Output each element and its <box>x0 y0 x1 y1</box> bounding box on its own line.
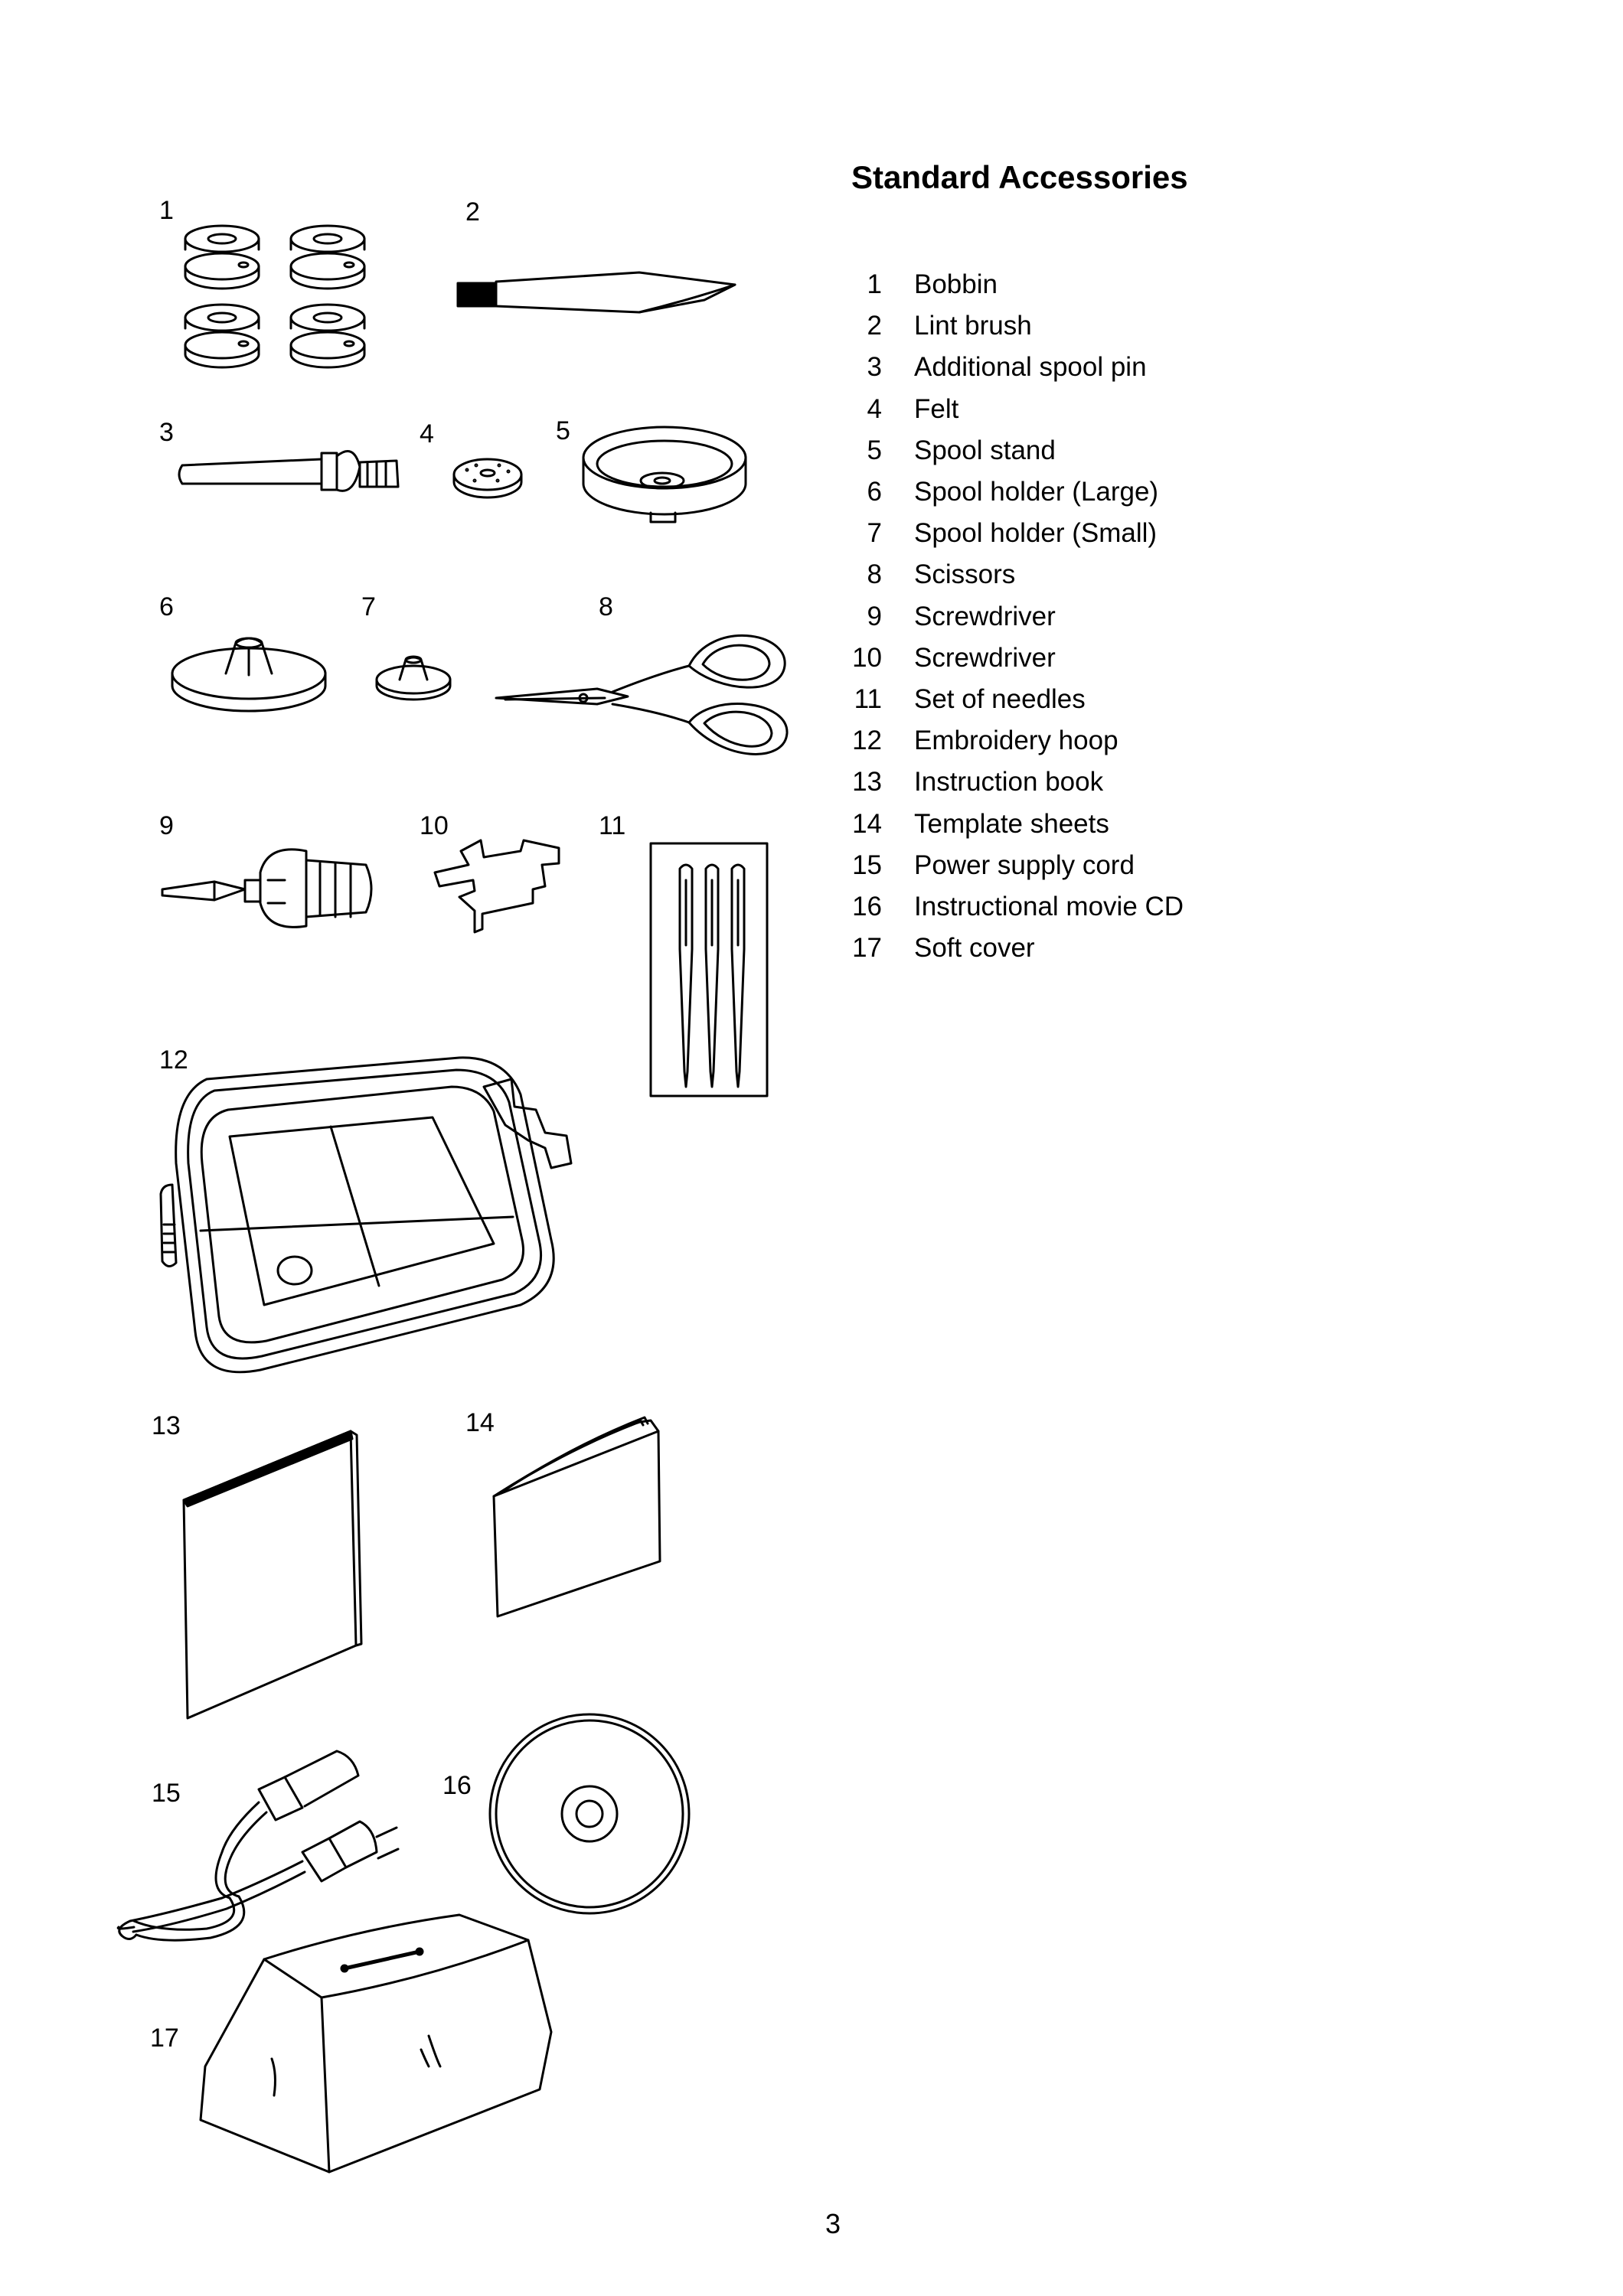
figure-label-1: 1 <box>159 196 174 225</box>
list-item <box>842 845 1184 886</box>
item-number: 5 <box>867 435 882 465</box>
item-number: 15 <box>852 850 882 880</box>
item-number: 16 <box>852 891 882 921</box>
item-name: Scissors <box>914 559 1016 590</box>
spool-holder-large-icon <box>172 638 325 711</box>
item-number: 4 <box>867 393 882 424</box>
list-item <box>842 762 1184 803</box>
figure-label-2: 2 <box>465 197 480 227</box>
template-sheets-icon <box>494 1417 660 1616</box>
figure-label-13: 13 <box>152 1411 181 1440</box>
accessories-list <box>842 264 1184 969</box>
list-item <box>842 430 1184 471</box>
item-name: Instructional movie CD <box>914 891 1184 921</box>
list-item <box>842 720 1184 762</box>
figure-label-9: 9 <box>159 811 174 840</box>
item-number: 11 <box>854 683 882 714</box>
list-item <box>842 347 1184 388</box>
figure-label-3: 3 <box>159 418 174 447</box>
item-name: Screwdriver <box>914 601 1056 631</box>
felt-icon <box>454 459 521 497</box>
figure-label-16: 16 <box>442 1771 472 1800</box>
item-name: Bobbin <box>914 269 998 300</box>
page-number: 3 <box>825 2208 841 2239</box>
item-number: 12 <box>852 726 882 756</box>
soft-cover-icon <box>201 1915 551 2172</box>
item-name: Spool holder (Small) <box>914 518 1158 549</box>
list-item <box>842 305 1184 347</box>
lint-brush-icon <box>458 272 735 312</box>
item-number: 3 <box>867 352 882 383</box>
list-item <box>842 596 1184 638</box>
list-item <box>842 886 1184 928</box>
figure-label-4: 4 <box>420 419 434 448</box>
item-name: Additional spool pin <box>914 352 1147 383</box>
item-number: 8 <box>867 559 882 590</box>
screwdriver-flat-icon <box>435 840 559 932</box>
figure-label-5: 5 <box>556 416 570 445</box>
item-name: Spool holder (Large) <box>914 477 1159 507</box>
instruction-book-icon <box>184 1431 361 1718</box>
item-name: Felt <box>914 393 959 424</box>
list-item <box>842 638 1184 679</box>
item-number: 9 <box>867 601 882 631</box>
figure-label-7: 7 <box>361 592 376 621</box>
item-name: Spool stand <box>914 435 1056 465</box>
embroidery-hoop-icon <box>161 1058 571 1372</box>
item-number: 1 <box>867 269 882 300</box>
list-item <box>842 513 1184 554</box>
item-number: 7 <box>867 518 882 549</box>
list-item <box>842 471 1184 513</box>
item-name: Set of needles <box>914 683 1086 714</box>
item-number: 13 <box>852 767 882 797</box>
item-number: 14 <box>852 808 882 839</box>
figure-label-15: 15 <box>152 1779 181 1808</box>
item-number: 10 <box>852 642 882 673</box>
figure-label-14: 14 <box>465 1408 495 1437</box>
list-item <box>842 803 1184 844</box>
figure-label-8: 8 <box>599 592 613 621</box>
figure-label-6: 6 <box>159 592 174 621</box>
figure-label-17: 17 <box>150 2024 179 2053</box>
figure-label-11: 11 <box>599 811 626 840</box>
list-item <box>842 554 1184 595</box>
spool-pin-icon <box>179 452 398 491</box>
scissors-icon <box>496 635 787 754</box>
item-name: Instruction book <box>914 767 1104 797</box>
item-name: Soft cover <box>914 933 1035 964</box>
item-name: Screwdriver <box>914 642 1056 673</box>
list-item <box>842 389 1184 430</box>
item-name: Lint brush <box>914 311 1032 341</box>
figure-label-12: 12 <box>159 1045 188 1075</box>
spool-holder-small-icon <box>377 657 450 700</box>
screwdriver-icon <box>162 850 371 927</box>
bobbin-icon <box>185 226 364 367</box>
item-number: 2 <box>867 311 882 341</box>
item-number: 6 <box>867 477 882 507</box>
cd-icon <box>490 1714 689 1913</box>
needles-icon <box>651 843 767 1096</box>
spool-stand-icon <box>583 427 746 522</box>
list-item <box>842 264 1184 305</box>
item-number: 17 <box>852 933 882 964</box>
item-name: Power supply cord <box>914 850 1135 880</box>
figure-label-10: 10 <box>420 811 449 840</box>
item-name: Embroidery hoop <box>914 726 1118 756</box>
list-item <box>842 679 1184 720</box>
item-name: Template sheets <box>914 808 1109 839</box>
page-title: Standard Accessories <box>851 159 1188 195</box>
list-item <box>842 928 1184 969</box>
